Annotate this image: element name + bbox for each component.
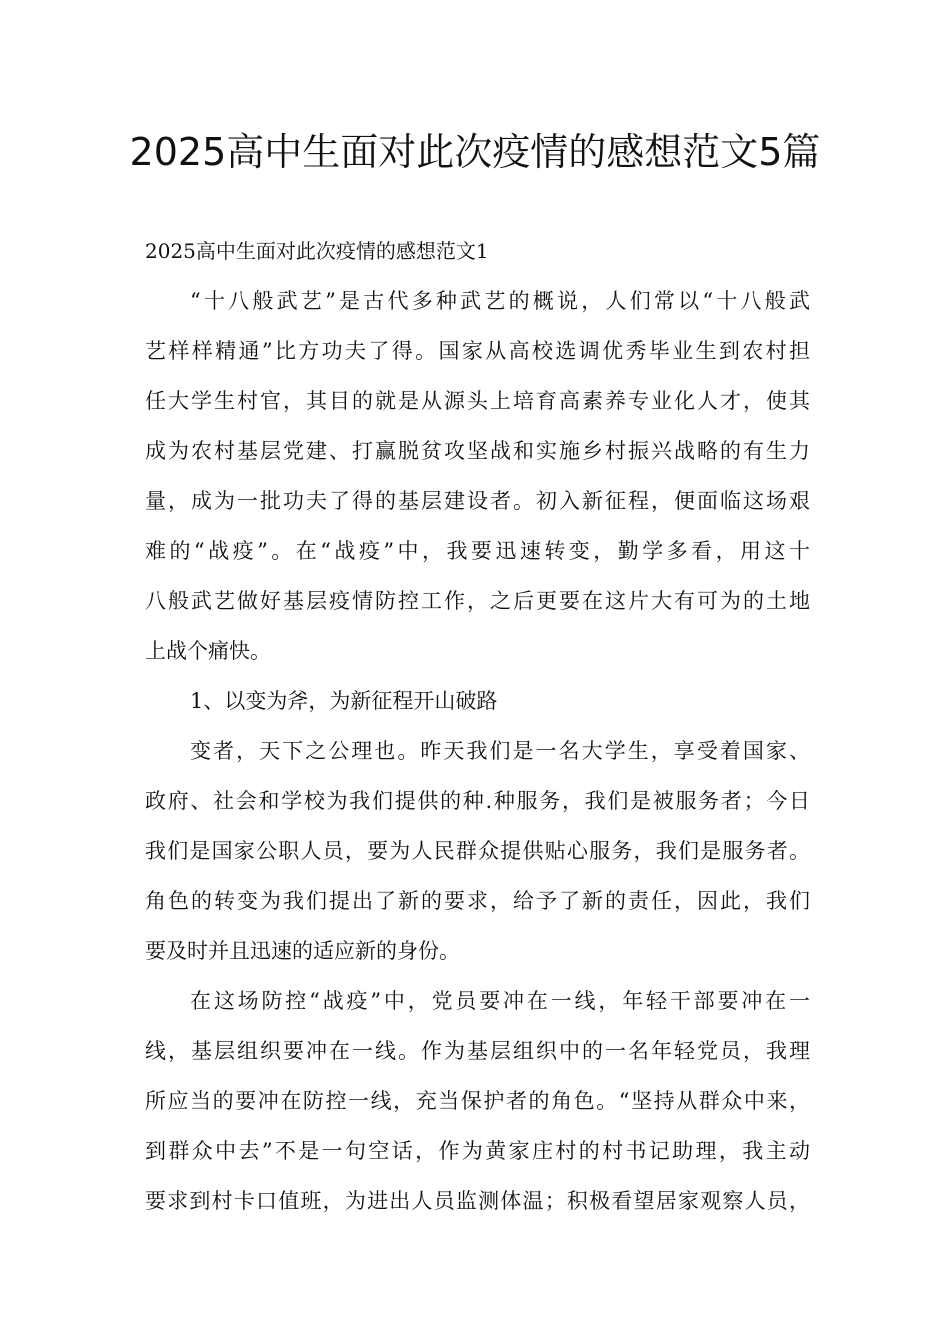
paragraph-line: 到群众中去”不是一句空话，作为黄家庄村的村书记助理，我主动 (145, 1139, 810, 1163)
document-title: 2025高中生面对此次疫情的感想范文5篇 (129, 130, 821, 174)
paragraph-line: 艺样样精通”比方功夫了得。国家从高校选调优秀毕业生到农村担 (145, 339, 810, 363)
paragraph-line: 上战个痛快。 (145, 639, 271, 663)
paragraph-line: 线，基层组织要冲在一线。作为基层组织中的一名年轻党员，我理 (145, 1039, 810, 1063)
paragraph-line: 在这场防控“战疫”中，党员要冲在一线，年轻干部要冲在一 (190, 989, 810, 1013)
paragraph-line: 难的“战疫”。在“战疫”中，我要迅速转变，勤学多看，用这十 (145, 539, 810, 563)
paragraph-line: 变者，天下之公理也。昨天我们是一名大学生，享受着国家、 (190, 739, 810, 763)
paragraph-line: 量，成为一批功夫了得的基层建设者。初入新征程，便面临这场艰 (145, 489, 810, 513)
document-subtitle: 2025高中生面对此次疫情的感想范文1 (145, 239, 489, 263)
paragraph-line: 八般武艺做好基层疫情防控工作，之后更要在这片大有可为的土地 (145, 589, 810, 613)
paragraph-line: 要及时并且迅速的适应新的身份。 (145, 939, 460, 963)
paragraph-line: 所应当的要冲在防控一线，充当保护者的角色。“坚持从群众中来， (145, 1089, 810, 1113)
section-heading: 1、以变为斧，为新征程开山破路 (190, 689, 498, 713)
paragraph-line: 任大学生村官，其目的就是从源头上培育高素养专业化人才，使其 (145, 389, 810, 413)
paragraph-line: 政府、社会和学校为我们提供的种.种服务，我们是被服务者；今日 (145, 789, 810, 813)
paragraph-line: 要求到村卡口值班，为进出人员监测体温；积极看望居家观察人员， (145, 1189, 810, 1213)
paragraph-line: 成为农村基层党建、打赢脱贫攻坚战和实施乡村振兴战略的有生力 (145, 439, 810, 463)
paragraph-line: “十八般武艺”是古代多种武艺的概说，人们常以“十八般武 (190, 289, 810, 313)
paragraph-line: 角色的转变为我们提出了新的要求，给予了新的责任，因此，我们 (145, 889, 810, 913)
paragraph-line: 我们是国家公职人员，要为人民群众提供贴心服务，我们是服务者。 (145, 839, 810, 863)
